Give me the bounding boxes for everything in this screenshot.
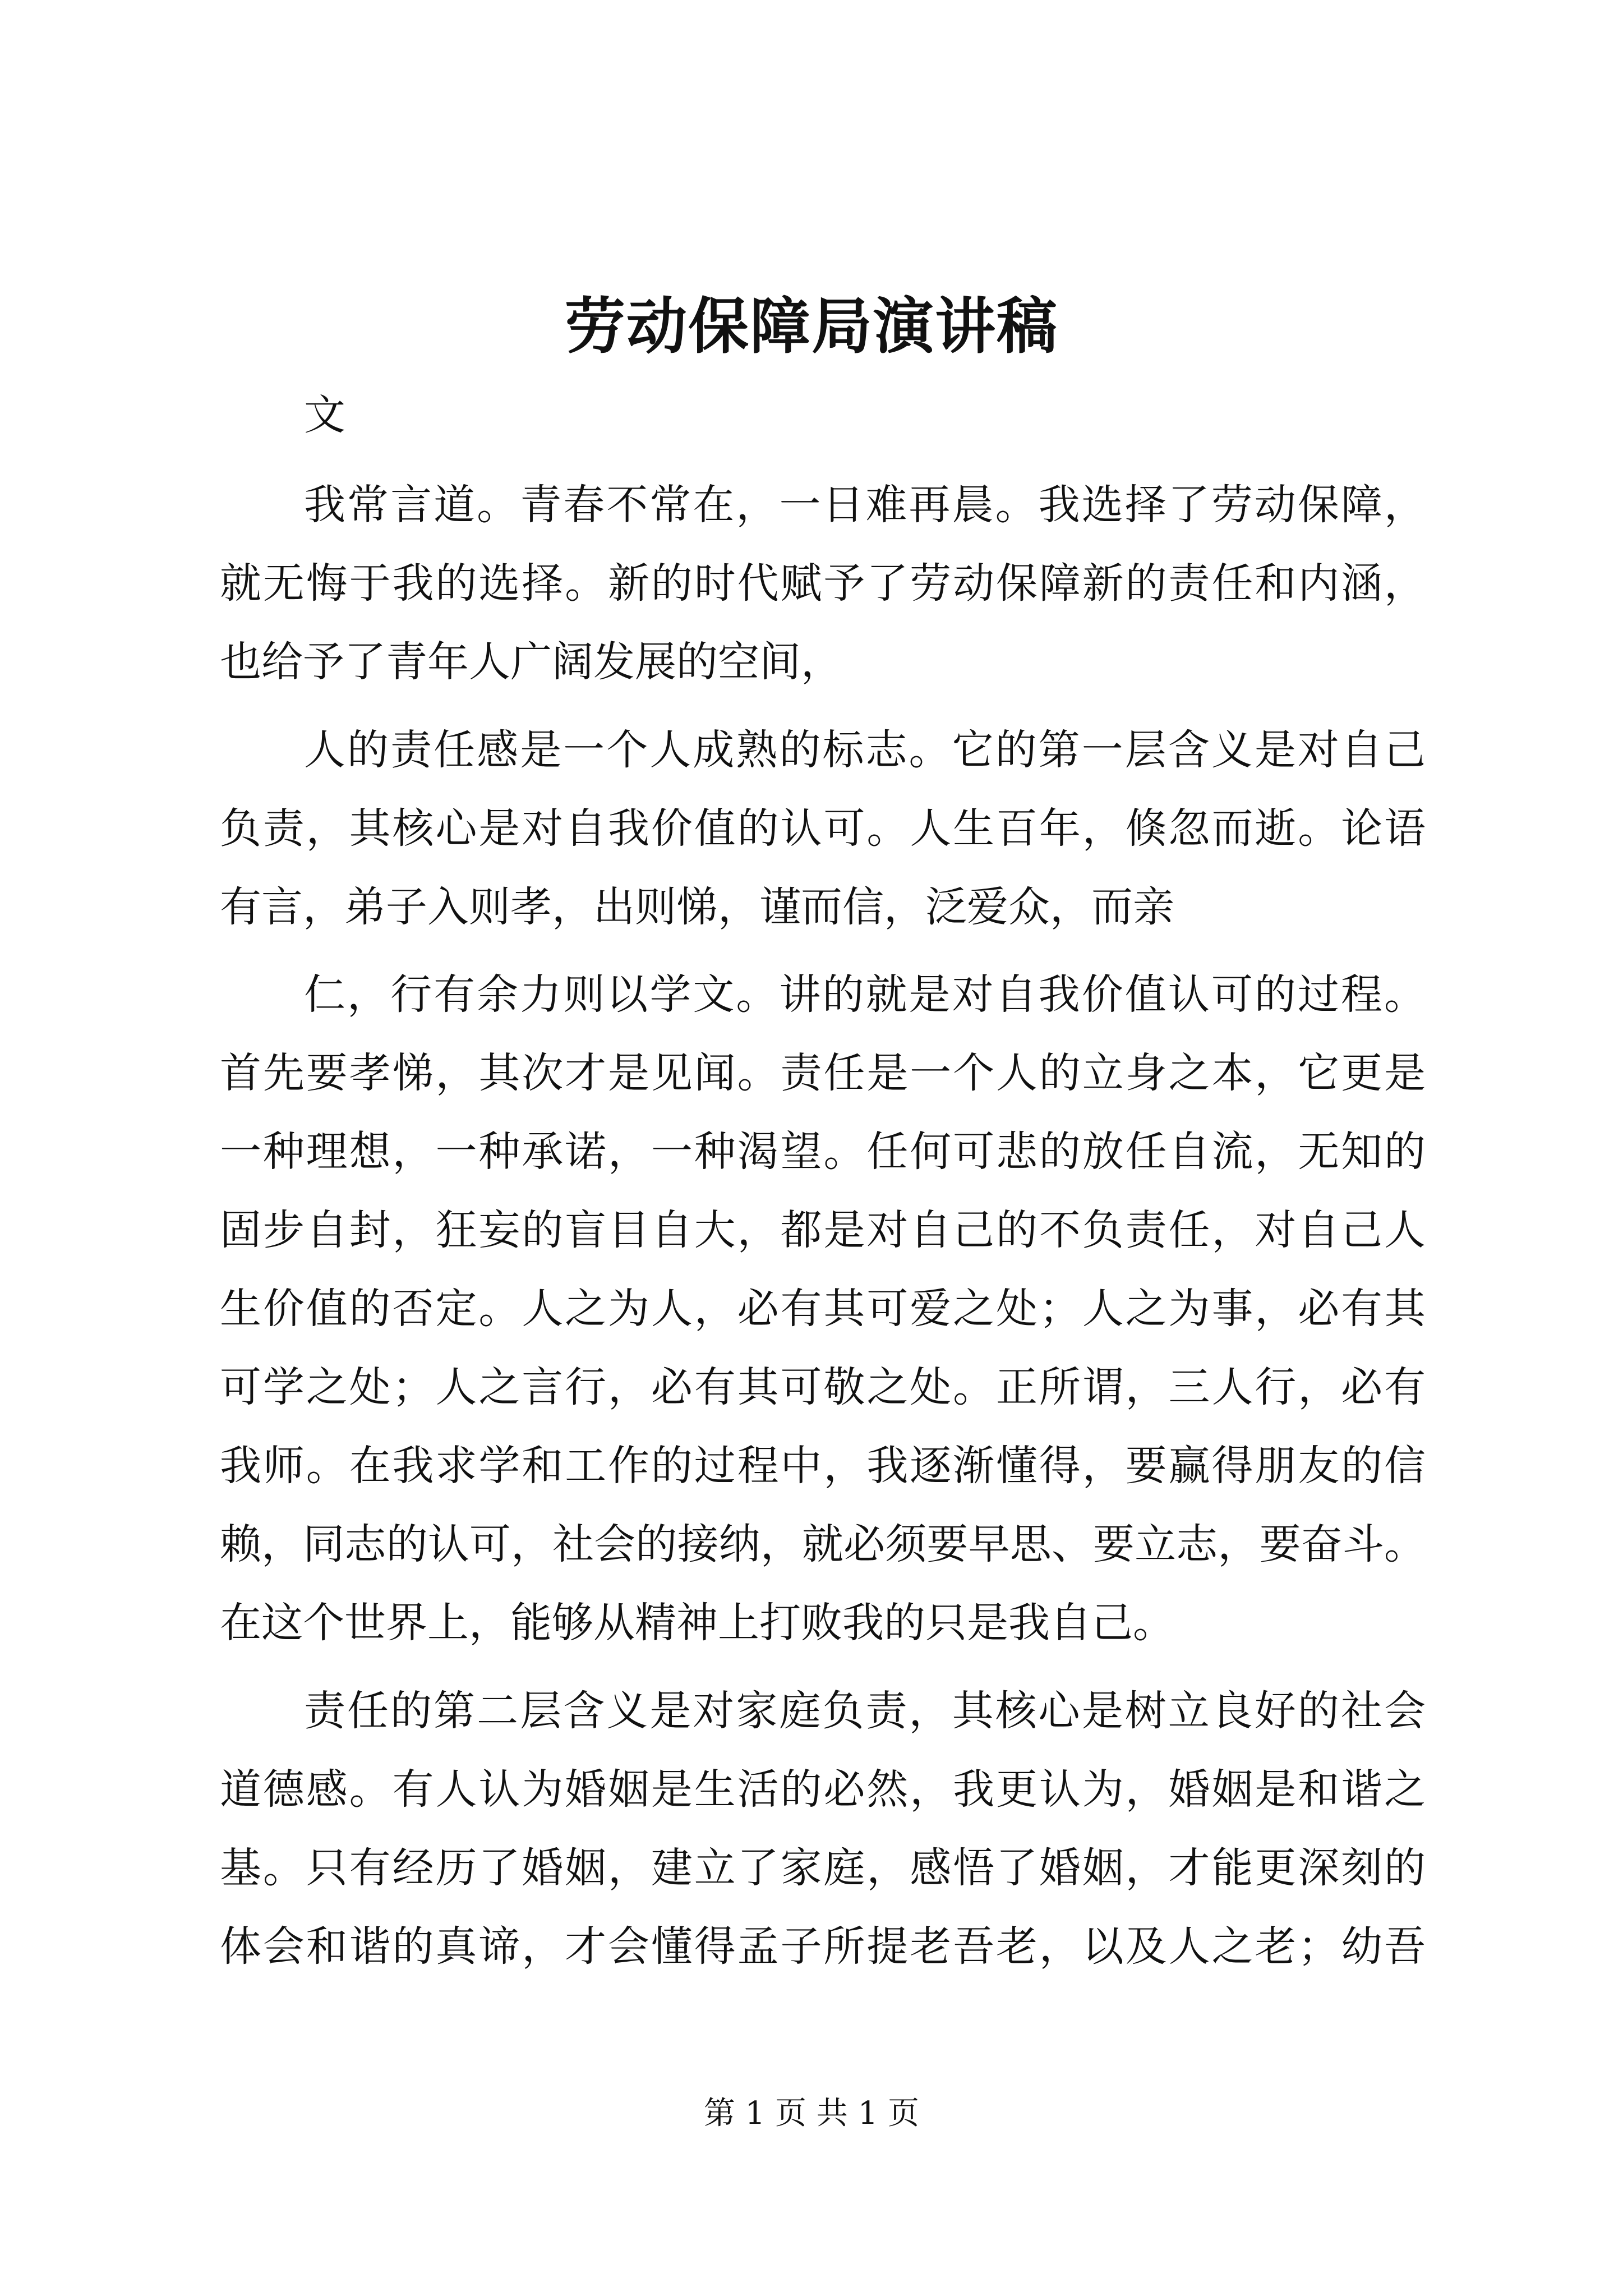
body-line: 也给予了青年人广阔发展的空间， [220, 638, 842, 686]
body-line: 文 [304, 391, 345, 439]
page-footer [0, 2091, 1623, 2136]
body-line: 有言，弟子入则孝，出则悌，谨而信，泛爱众，而亲 [220, 883, 1174, 931]
body-line: 我常言道。青春不常在，一日难再晨。我选择了劳动保障， [304, 481, 1426, 529]
body-line: 就无悔于我的选择。新的时代赋予了劳动保障新的责任和内涵， [220, 559, 1426, 608]
body-line: 人的责任感是一个人成熟的标志。它的第一层含义是对自己 [304, 726, 1426, 774]
body-line: 责任的第二层含义是对家庭负责，其核心是树立良好的社会 [304, 1687, 1426, 1735]
body-line: 仁，行有余力则以学文。讲的就是对自我价值认可的过程。 [304, 970, 1426, 1019]
body-line: 体会和谐的真谛，才会懂得孟子所提老吾老，以及人之老；幼吾 [220, 1922, 1426, 1971]
body-line: 负责，其核心是对自我价值的认可。人生百年，倏忽而逝。论语 [220, 804, 1426, 853]
body-line: 我师。在我求学和工作的过程中，我逐渐懂得，要赢得朋友的信 [220, 1442, 1426, 1490]
body-line: 生价值的否定。人之为人，必有其可爱之处；人之为事，必有其 [220, 1285, 1426, 1333]
document-title: 劳动保障局演讲稿 [564, 291, 1058, 362]
body-line: 道德感。有人认为婚姻是生活的必然，我更认为，婚姻是和谐之 [220, 1765, 1426, 1814]
body-line: 在这个世界上，能够从精神上打败我的只是我自己。 [220, 1599, 1174, 1647]
body-line: 固步自封，狂妄的盲目自大，都是对自己的不负责任，对自己人 [220, 1206, 1426, 1254]
body-line: 首先要孝悌，其次才是见闻。责任是一个人的立身之本，它更是 [220, 1049, 1426, 1097]
body-line: 基。只有经历了婚姻，建立了家庭，感悟了婚姻，才能更深刻的 [220, 1844, 1426, 1892]
body-line: 一种理想，一种承诺，一种渴望。任何可悲的放任自流，无知的 [220, 1128, 1426, 1176]
body-line: 可学之处；人之言行，必有其可敬之处。正所谓，三人行，必有 [220, 1363, 1426, 1411]
page-number: 第 1 页 共 1 页 [703, 2095, 920, 2132]
body-line: 赖，同志的认可，社会的接纳，就必须要早思、要立志，要奋斗。 [220, 1520, 1426, 1568]
